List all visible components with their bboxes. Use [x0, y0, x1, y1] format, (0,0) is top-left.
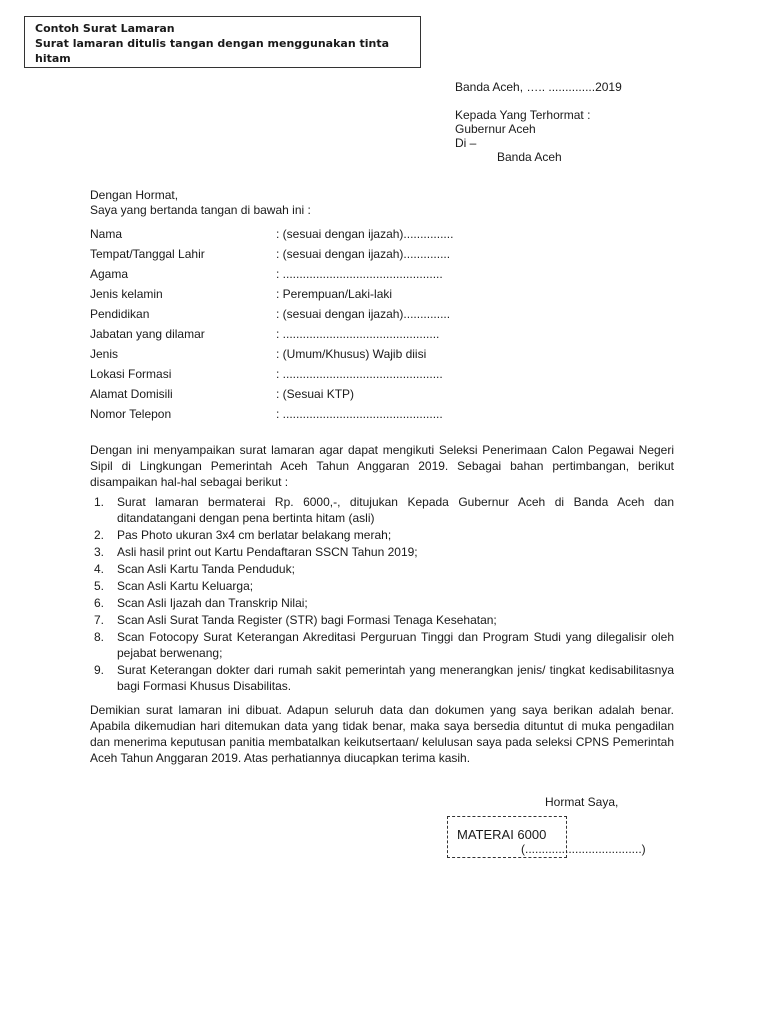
- addressee-line-1: Kepada Yang Terhormat :: [455, 108, 591, 122]
- field-value: : (Sesuai KTP): [276, 387, 355, 401]
- materai-label: MATERAI 6000: [457, 827, 547, 842]
- list-item: [90, 578, 674, 594]
- field-value: : ................................................: [276, 367, 443, 381]
- field-label: Nomor Telepon: [90, 407, 172, 421]
- list-item: [90, 629, 674, 661]
- addressee-line-3: Di –: [455, 136, 477, 150]
- list-item: [90, 612, 674, 628]
- list-number: 5.: [94, 579, 105, 593]
- list-item: [90, 527, 674, 543]
- list-number: 2.: [94, 528, 105, 542]
- field-label: Jenis kelamin: [90, 287, 163, 301]
- list-number: 6.: [94, 596, 105, 610]
- list-item: [90, 544, 674, 560]
- list-item: [90, 494, 674, 526]
- field-row-jenis-kelamin: [90, 287, 510, 307]
- field-row-tempat-tanggal-lahir: [90, 247, 510, 267]
- field-value: : Perempuan/Laki-laki: [276, 287, 393, 301]
- field-value: : (sesuai dengan ijazah)...............: [276, 227, 454, 241]
- list-item: [90, 595, 674, 611]
- field-row-nomor-telepon: [90, 407, 510, 427]
- list-text: Pas Photo ukuran 3x4 cm berlatar belakang merah;: [117, 528, 392, 542]
- field-label: Nama: [90, 227, 123, 241]
- field-row-nama: [90, 227, 510, 247]
- addressee-line-2: Gubernur Aceh: [455, 122, 536, 136]
- place-date: Banda Aceh, ….. ..............2019: [455, 80, 622, 94]
- list-item: [90, 561, 674, 577]
- list-number: 7.: [94, 613, 105, 627]
- list-text: Scan Asli Kartu Keluarga;: [117, 579, 254, 593]
- requirements-list: [90, 494, 674, 695]
- list-text: Scan Asli Surat Tanda Register (STR) bagi Formasi Tenaga Kesehatan;: [117, 613, 497, 627]
- field-value: : ...............................................: [276, 327, 440, 341]
- note-title: Contoh Surat Lamaran: [35, 22, 175, 35]
- list-text: Asli hasil print out Kartu Pendaftaran SSCN Tahun 2019;: [117, 545, 418, 559]
- addressee-line-4: Banda Aceh: [497, 150, 562, 164]
- list-number: 8.: [94, 630, 105, 644]
- list-number: 1.: [94, 495, 105, 509]
- field-row-jenis: [90, 347, 510, 367]
- field-row-lokasi-formasi: [90, 367, 510, 387]
- field-row-agama: [90, 267, 510, 287]
- field-row-pendidikan: [90, 307, 510, 327]
- list-text: Scan Asli Kartu Tanda Penduduk;: [117, 562, 295, 576]
- intro-line: Saya yang bertanda tangan di bawah ini :: [90, 203, 311, 217]
- list-item: [90, 662, 674, 694]
- list-text: Scan Fotocopy Surat Keterangan Akreditasi Perguruan Tinggi dan Program Studi yang dilegalisir oleh pejabat berwenang;: [117, 630, 674, 660]
- list-number: 4.: [94, 562, 105, 576]
- field-value: : (sesuai dengan ijazah)..............: [276, 247, 451, 261]
- field-label: Agama: [90, 267, 129, 281]
- note-subtitle: Surat lamaran ditulis tangan dengan menggunakan tinta hitam: [35, 37, 390, 65]
- body-paragraph-2: Demikian surat lamaran ini dibuat. Adapun seluruh data dan dokumen yang saya berikan adalah benar. Apabila dikemudian hari ditemukan data yang tidak benar, maka saya bersedia dituntut di muka pengadilan dan menerima keputusan panitia membatalkan keikutsertaan/ kelulusan saya pada seleksi CPNS Pemerintah Aceh Tahun Anggaran 2019. Atas perhatiannya diucapkan terima kasih.: [90, 703, 674, 765]
- field-value: : (Umum/Khusus) Wajib diisi: [276, 347, 427, 361]
- list-number: 9.: [94, 663, 105, 677]
- field-row-jabatan: [90, 327, 510, 347]
- body-paragraph-1: Dengan ini menyampaikan surat lamaran agar dapat mengikuti Seleksi Penerimaan Calon Pegawai Negeri Sipil di Lingkungan Pemerintah Aceh Tahun Anggaran 2019. Sebagai bahan pertimbangan, berikut disampaikan hal-hal sebagai berikut :: [90, 443, 674, 489]
- list-text: Scan Asli Ijazah dan Transkrip Nilai;: [117, 596, 308, 610]
- field-label: Lokasi Formasi: [90, 367, 172, 381]
- field-label: Pendidikan: [90, 307, 150, 321]
- list-text: Surat Keterangan dokter dari rumah sakit pemerintah yang menerangkan jenis/ tingkat kedisabilitasnya bagi Formasi Khusus Disabilitas.: [117, 663, 674, 693]
- list-number: 3.: [94, 545, 105, 559]
- field-label: Tempat/Tanggal Lahir: [90, 247, 205, 261]
- greeting: Dengan Hormat,: [90, 188, 179, 202]
- instruction-note-box: [24, 16, 421, 68]
- closing-regards: Hormat Saya,: [545, 795, 619, 809]
- list-text: Surat lamaran bermaterai Rp. 6000,-, ditujukan Kepada Gubernur Aceh di Banda Aceh dan ditandatangani dengan pena bertinta hitam (asli): [117, 495, 674, 525]
- field-value: : (sesuai dengan ijazah)..............: [276, 307, 451, 321]
- field-label: Jenis: [90, 347, 119, 361]
- field-value: : ................................................: [276, 407, 443, 421]
- field-value: : ................................................: [276, 267, 443, 281]
- field-row-alamat-domisili: [90, 387, 510, 407]
- signature-line: (...................................): [521, 842, 646, 856]
- field-label: Alamat Domisili: [90, 387, 173, 401]
- field-label: Jabatan yang dilamar: [90, 327, 205, 341]
